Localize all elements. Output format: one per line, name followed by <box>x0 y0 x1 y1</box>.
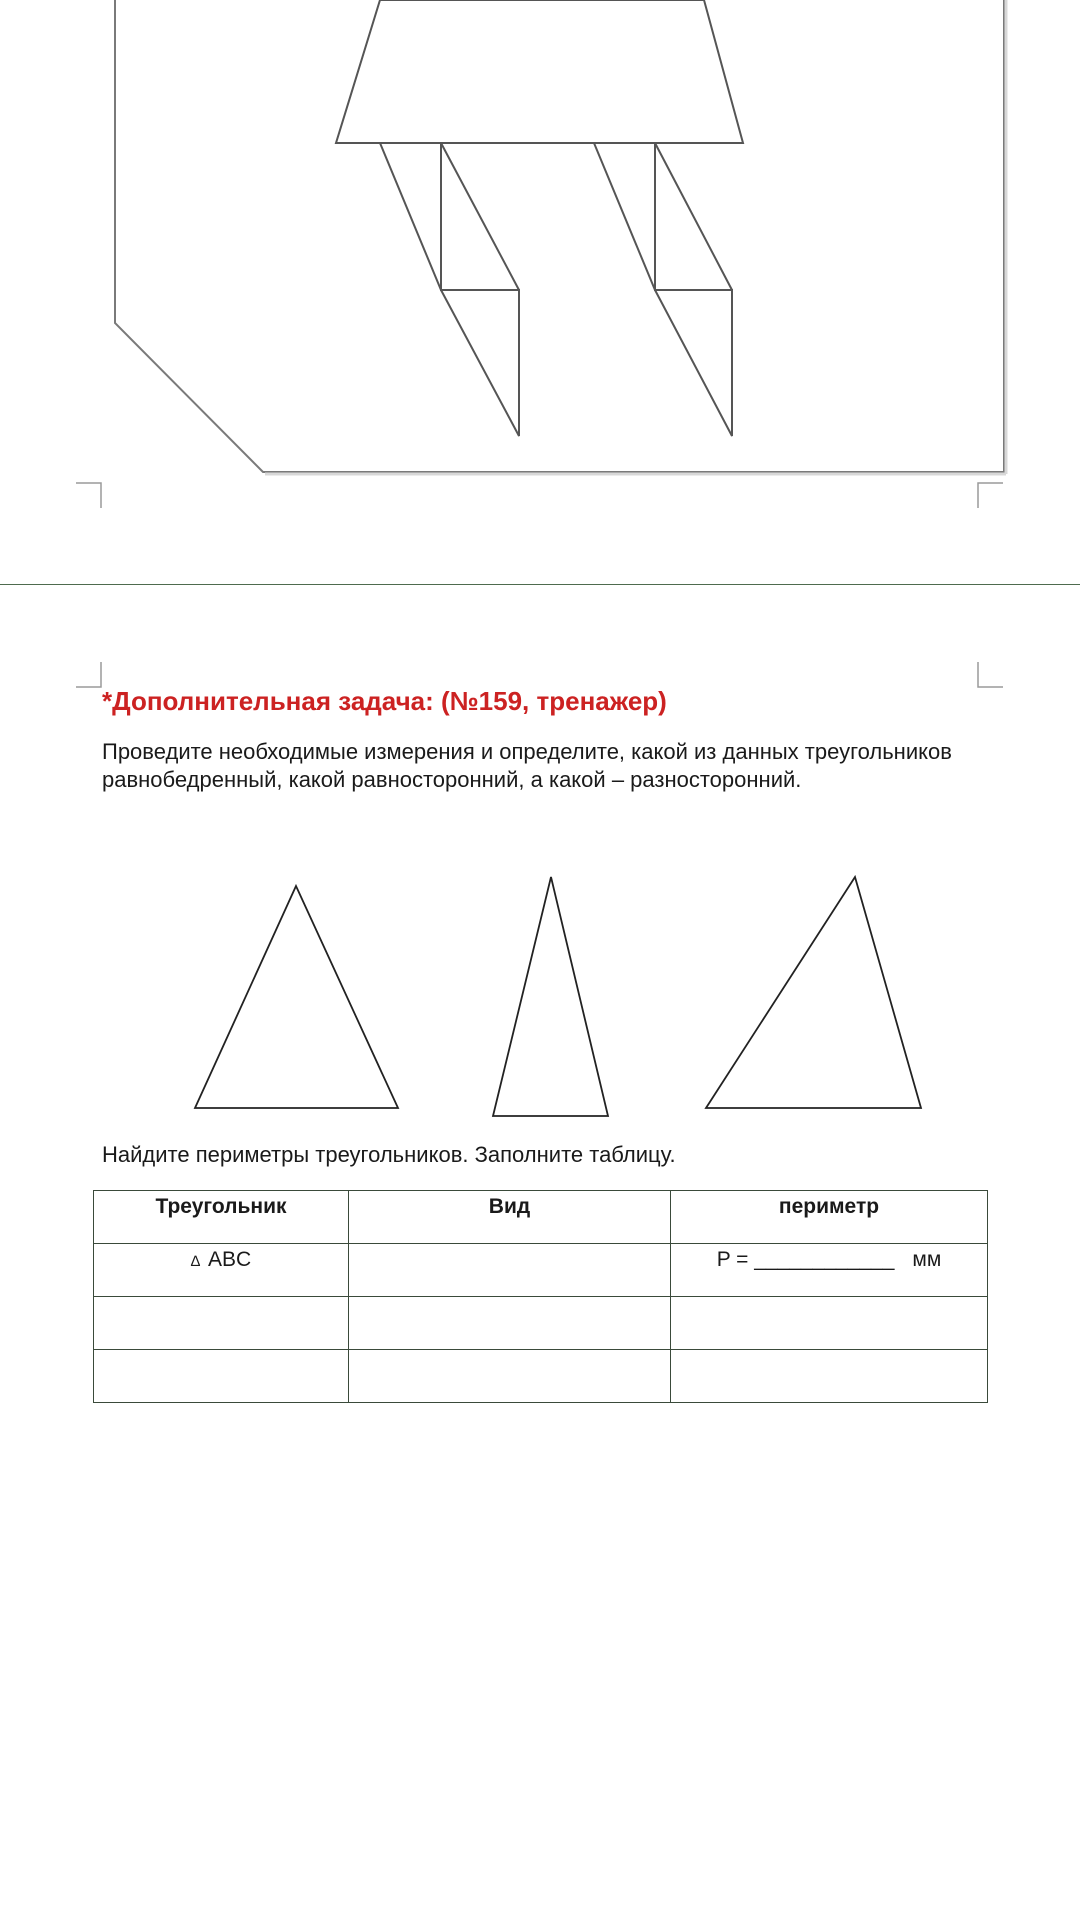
task-description <box>102 738 1002 794</box>
right-leg-shape <box>594 143 732 436</box>
header-perimeter: периметр <box>671 1191 988 1244</box>
cell-perimeter[interactable] <box>671 1297 988 1350</box>
corner-mark-bottom-right <box>977 482 1003 508</box>
table-row <box>94 1297 988 1350</box>
header-triangle: Треугольник <box>94 1191 349 1244</box>
perimeter-blank: P = ____________ <box>716 1248 895 1271</box>
figure-frame <box>115 0 1004 472</box>
triangle-scalene-shape <box>706 877 921 1108</box>
task-instruction: Найдите периметры треугольников. Заполните таблицу. <box>102 1142 676 1167</box>
trapezoid-shape <box>336 0 743 143</box>
table-row <box>94 1350 988 1403</box>
left-leg-shape <box>380 143 519 436</box>
perimeter-unit: мм <box>912 1248 942 1271</box>
triangle-equilateral-shape <box>195 886 398 1108</box>
corner-mark-top-left <box>76 662 102 688</box>
cell-kind[interactable] <box>349 1297 671 1350</box>
task-description-line: Проведите необходимые измерения и определите, какой из данных треугольников <box>102 739 952 764</box>
cell-perimeter[interactable] <box>671 1244 988 1297</box>
triangle-isosceles-shape <box>493 877 608 1116</box>
cell-triangle[interactable] <box>94 1297 349 1350</box>
corner-mark-top-right <box>977 662 1003 688</box>
table-row <box>94 1244 988 1297</box>
previous-page-figure <box>0 0 1080 520</box>
table-header-row <box>94 1191 988 1244</box>
cell-perimeter[interactable] <box>671 1350 988 1403</box>
triangle-symbol-icon: ∆ <box>190 1253 200 1270</box>
cell-triangle[interactable] <box>94 1244 349 1297</box>
triangle-name: ABC <box>208 1248 252 1271</box>
task-title: *Дополнительная задача: (№159, тренажер) <box>102 686 667 716</box>
perimeter-table <box>93 1190 988 1403</box>
header-kind: Вид <box>349 1191 671 1244</box>
page-break-line <box>0 584 1080 585</box>
cell-kind[interactable] <box>349 1350 671 1403</box>
cell-kind[interactable] <box>349 1244 671 1297</box>
corner-mark-bottom-left <box>76 482 102 508</box>
task-description-line: равнобедренный, какой равносторонний, а какой – разносторонний. <box>102 767 802 792</box>
triangles-figure <box>0 860 1080 1120</box>
cell-triangle[interactable] <box>94 1350 349 1403</box>
